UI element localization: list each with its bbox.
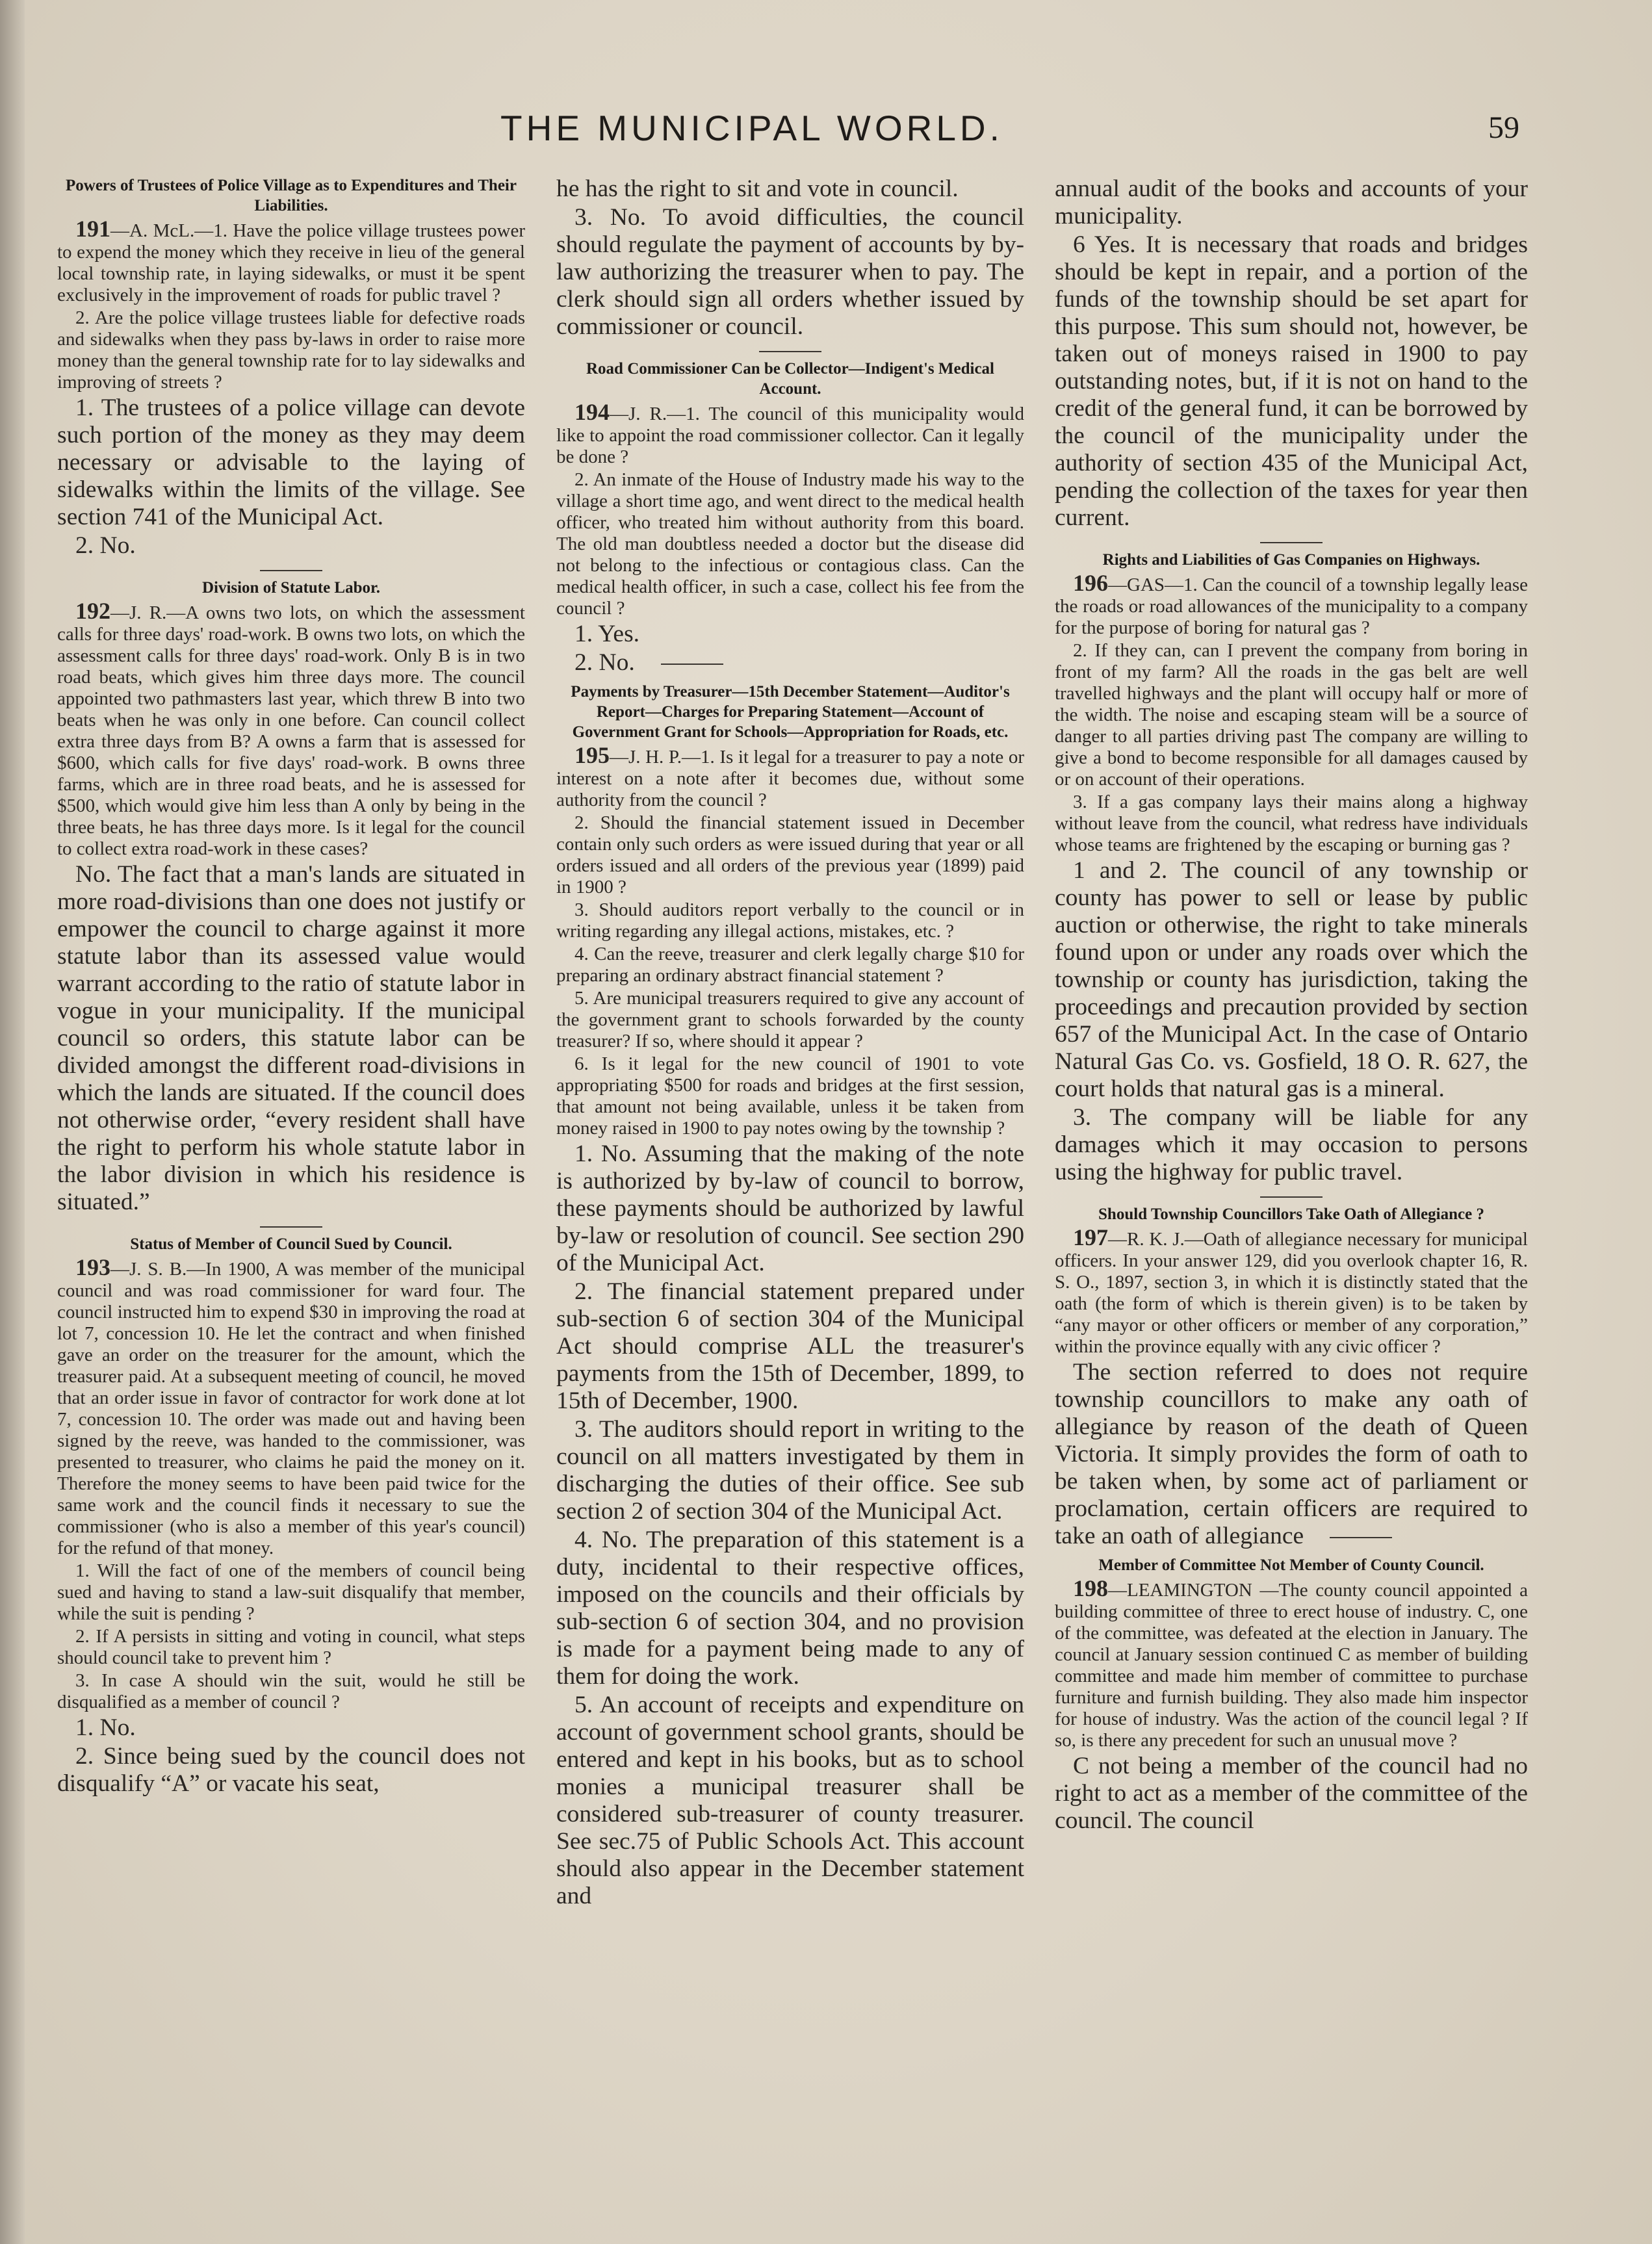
section-heading: Should Township Councillors Take Oath of Allegiance ? (1098, 1206, 1484, 1223)
question-paragraph (57, 218, 525, 306)
question-paragraph (57, 600, 525, 860)
section-heading: Member of Committee Not Member of County Council. (1098, 1556, 1484, 1574)
question-text: —J. R.—A owns two lots, on which the assessment calls for three days' road-work. B owns two lots, on which the assessment calls for three days' road-work. Only B is in two road beats, which gives him three days more. The council appointed two pathmasters last year, which threw B into two beats when he was only in one before. Can council collect extra three days from B? A owns a farm that is assessed for $600, which calls for five days' road-work. B owns three farms, which are in three road beats, and he is assessed for $500, which would give him less than A only by being in the three beats, he has three days more. Is it legal for the council to collect extra road-work in these cases? (57, 602, 525, 859)
question-number: 191 (75, 216, 110, 242)
divider-rule (759, 351, 821, 352)
section-heading: Status of Member of Council Sued by Council. (130, 1235, 452, 1253)
question-number: 192 (75, 598, 110, 624)
question-paragraph (57, 1254, 525, 1559)
question-text: —LEAMINGTON —The county council appointed a building committee of three to erect house of industry. C, one of the committee, was defeated at the election in January. The council at January session continued C as member of building committee and made him member of committee to purchase furniture and furnish building. They also made him inspector for house of industry. Was the action of the council legal ? If so, is there any precedent for such an unusual move ? (1055, 1580, 1528, 1751)
question-text: —J. S. B.—In 1900, A was member of the municipal council and was road commissioner for ward four. The council instructed him to expend $30 in improving the road at lot 7, concession 10. He let the contract and when finished gave an order on the treasurer for the amount, which the treasurer paid. At a subsequent meeting of council, he moved that an order issue in favor of contractor for work done at lot 7, concession 10. The order was made out and having been signed by the reeve, was handed to the commissioner, was presented to treasurer, who claims he paid the money on it. Therefore the money seems to have been paid twice for the same work and the council finds it necessary to sue the commissioner (who is also a member of this year's council) for the refund of that money. (57, 1259, 525, 1558)
question-paragraph: 2. If A persists in sitting and voting in council, what steps should council take to prevent him ? (57, 1626, 525, 1668)
question-number: 196 (1073, 570, 1108, 596)
section-heading: Payments by Treasurer—15th December Statement—Auditor's Report—Charges for Preparing Statement—Account of Government Grant for Schools—Appropriation for Roads, etc. (571, 683, 1010, 741)
page-number: 59 (1488, 110, 1519, 145)
section-heading: Road Commissioner Can be Collector—Indigent's Medical Account. (586, 360, 994, 398)
question-paragraph (556, 742, 1024, 811)
section-heading: Division of Statute Labor. (201, 579, 381, 597)
question-paragraph: 2. Are the police village trustees liable for defective roads and sidewalks when they pass by-laws in order to raise more money than the general township rate for to lay sidewalks and improving of streets ? (57, 307, 525, 393)
question-paragraph: 2. Should the financial statement issued in December contain only such orders as were issued during that year or all orders issued and all orders of the previous year (1899) paid in 1900 ? (556, 812, 1024, 897)
divider-rule (1330, 1537, 1392, 1538)
question-text: —J. H. P.—1. Is it legal for a treasurer to pay a note or interest on a note after it becomes due, without some authority from the council ? (556, 747, 1024, 810)
question-paragraph: 1. Will the fact of one of the members of council being sued and having to stand a law-suit disqualify that member, while the suit is pending ? (57, 1560, 525, 1624)
question-paragraph (1055, 1575, 1528, 1751)
question-paragraph: 3. In case A should win the suit, would he still be disqualified as a member of council ? (57, 1670, 525, 1712)
divider-rule (260, 1226, 322, 1228)
answer-paragraph: he has the right to sit and vote in council. (556, 175, 959, 202)
question-paragraph (556, 399, 1024, 468)
question-paragraph (1055, 1224, 1528, 1358)
answer-paragraph: 1 and 2. The council of any township or county has power to sell or lease by public auction or otherwise, the right to take minerals found upon or under any roads over which the township or county has jurisdiction, taking the proceedings and precaution provided by section 657 of the Municipal Act. In the case of Ontario Natural Gas Co. vs. Gosfield, 18 O. R. 627, the court holds that natural gas is a mineral. (1055, 857, 1528, 1102)
question-paragraph: 3. If a gas company lays their mains along a highway without leave from the council, what redress have individuals whose teams are frightened by the escaping or burning gas ? (1055, 792, 1528, 855)
answer-paragraph: 3. The company will be liable for any damages which it may occasion to persons using the highway for public travel. (1055, 1104, 1528, 1185)
question-paragraph (1055, 570, 1528, 639)
column-3 (1055, 175, 1528, 2216)
answer-paragraph: C not being a member of the council had no right to act as a member of the committee of the council. The council (1055, 1753, 1528, 1834)
answer-paragraph: 1. No. (75, 1714, 136, 1741)
question-paragraph: 3. Should auditors report verbally to the council or in writing regarding any illegal actions, mistakes, etc. ? (556, 899, 1024, 942)
question-text: —R. K. J.—Oath of allegiance necessary for municipal officers. In your answer 129, did you overlook chapter 16, R. S. O., 1897, section 3, in which it is distinctly stated that the oath (the form of which is therein given) is to be taken by “any mayor or other officers or member of any corporation,” within the province equally with any civic officer ? (1055, 1229, 1528, 1357)
answer-paragraph: 4. No. The preparation of this statement is a duty, incidental to their respective offices, imposed on the councils and their officials by sub-section 6 of section 304, and no provision is made for a payment being made to any of them for doing the work. (556, 1527, 1024, 1690)
question-number: 194 (574, 399, 610, 425)
answer-paragraph: No. The fact that a man's lands are situated in more road-divisions than one does not justify or empower the council to charge against it more statute labor than its assessed value would warrant according to the ratio of statute labor in vogue in your municipality. If the municipal council so orders, this statute labor can be divided amongst the different road-divisions in which the lands are situated. If the council does not otherwise order, “every resident shall have the right to perform his whole statute labor in the labor division in which his residence is situated.” (57, 861, 525, 1215)
answer-paragraph (556, 649, 1024, 677)
question-paragraph: 4. Can the reeve, treasurer and clerk legally charge $10 for preparing an ordinary abstract financial statement ? (556, 944, 1024, 986)
column-1 (57, 175, 525, 2216)
question-paragraph: 5. Are municipal treasurers required to give any account of the government grant to schools forwarded by the county treasurer? If so, where should it appear ? (556, 988, 1024, 1051)
question-number: 195 (574, 742, 610, 768)
question-number: 193 (75, 1254, 110, 1280)
answer-paragraph: 1. Yes. (574, 621, 640, 647)
answer-paragraph: 2. No. (75, 532, 136, 559)
answer-text: The section referred to does not require township councillors to make any oath of allegiance by reason of the death of Queen Victoria. It simply provides the form of oath to be taken when, by some act of parliament or proclamation, certain officers are required to take an oath of allegiance (1055, 1359, 1528, 1549)
divider-rule (260, 570, 322, 571)
question-paragraph: 6. Is it legal for the new council of 1901 to vote appropriating $500 for roads and bridges at the first session, that amount not being available, unless it be taken from money raised in 1900 to pay notes owing by the township ? (556, 1053, 1024, 1139)
answer-text: 2. No. (574, 649, 635, 676)
answer-paragraph: 2. The financial statement prepared under sub-section 6 of section 304 of the Municipal Act should comprise ALL the treasurer's payments from the 15th of December, 1899, to 15th of December, 1900. (556, 1278, 1024, 1414)
answer-paragraph: 5. An account of receipts and expenditure on account of government school grants, should be entered and kept in his books, but as to school monies a municipal treasurer shall be considered sub-treasurer of county treasurer. See sec.75 of Public Schools Act. This account should also appear in the December statement and (556, 1692, 1024, 1909)
answer-paragraph (1055, 1359, 1528, 1550)
question-paragraph: 2. If they can, can I prevent the company from boring in front of my farm? All the roads in the gas belt are well travelled highways and the plant will occupy half or more of the width. The noise and escaping steam will be a source of danger to all parties driving past The company are willing to give a bond to become responsible for all damages caused by or on account of their operations. (1055, 640, 1528, 790)
answer-paragraph: annual audit of the books and accounts of your municipality. (1055, 175, 1528, 229)
question-paragraph: 2. An inmate of the House of Industry made his way to the village a short time ago, and went direct to the medical health officer, who treated him without authority from this board. The old man doubtless needed a doctor but the disease did not belong to the infectious or contagious class. Can the medical health officer, in such a case, collect his fee from the council ? (556, 469, 1024, 619)
question-number: 197 (1073, 1224, 1108, 1250)
publication-title: THE MUNICIPAL WORLD. (500, 108, 1003, 148)
divider-rule (661, 664, 723, 665)
answer-paragraph: 3. The auditors should report in writing to the council on all matters investigated by them in discharging the duties of their office. See sub section 2 of section 304 of the Municipal Act. (556, 1416, 1024, 1525)
divider-rule (1260, 1196, 1323, 1198)
running-header (0, 107, 1652, 159)
answer-paragraph: 3. No. To avoid difficulties, the council should regulate the payment of accounts by by-law authorizing the treasurer when to pay. The clerk should sign all orders whether issued by commissioner or council. (556, 204, 1024, 340)
answer-paragraph: 2. Since being sued by the council does not disqualify “A” or vacate his seat, (57, 1743, 525, 1797)
binding-gutter (0, 0, 25, 2244)
question-text: —GAS—1. Can the council of a township legally lease the roads or road allowances of the municipality to a company for the purpose of boring for natural gas ? (1055, 574, 1528, 638)
question-text: —A. McL.—1. Have the police village trustees power to expend the money which they receive in lieu of the general local township rate, in laying sidewalks, or must it be spent exclusively in the improvement of roads for public travel ? (57, 220, 525, 305)
divider-rule (1260, 542, 1323, 543)
question-number: 198 (1073, 1575, 1108, 1601)
section-heading: Rights and Liabilities of Gas Companies on Highways. (1102, 551, 1480, 569)
answer-paragraph: 1. No. Assuming that the making of the note is authorized by by-law of council to borrow, these payments should be authorized by lawful by-law or resolution of council. See section 290 of the Municipal Act. (556, 1141, 1024, 1276)
answer-paragraph: 1. The trustees of a police village can devote such portion of the money as they may deem necessary or advisable to the laying of sidewalks within the limits of the village. See section 741 of the Municipal Act. (57, 394, 525, 530)
section-heading: Powers of Trustees of Police Village as to Expenditures and Their Liabilities. (66, 177, 517, 214)
answer-paragraph: 6 Yes. It is necessary that roads and bridges should be kept in repair, and a portion of the funds of the township should be set apart for this purpose. This sum should not, however, be taken out of moneys raised in 1900 to pay outstanding notes, but, if it is not on hand to the credit of the general fund, it can be borrowed by the council of the municipality under the authority of section 435 of the Municipal Act, pending the collection of the taxes for year then current. (1055, 231, 1528, 531)
column-2 (556, 175, 1024, 2216)
question-text: —J. R.—1. The council of this municipality would like to appoint the road commissioner collector. Can it legally be done ? (556, 404, 1024, 467)
